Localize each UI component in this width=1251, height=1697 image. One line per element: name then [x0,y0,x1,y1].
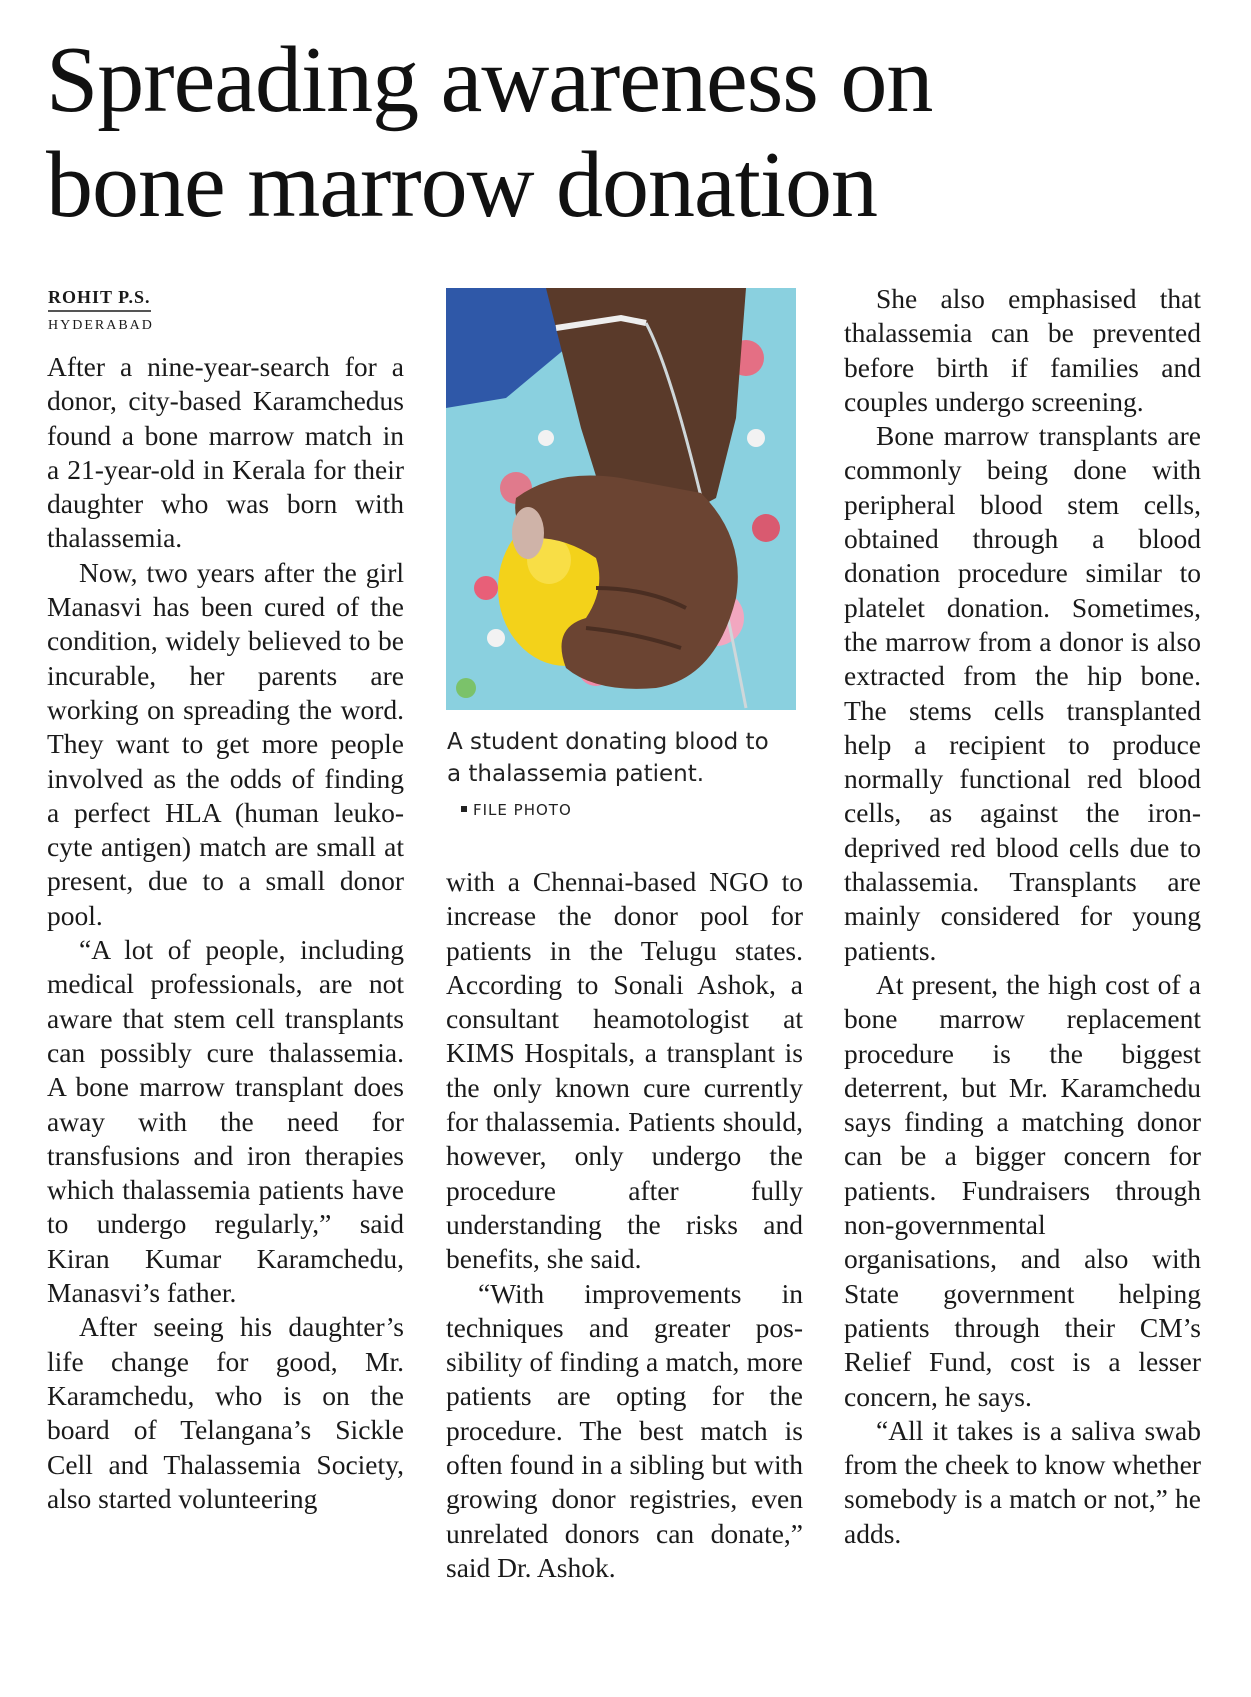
paragraph: with a Chennai-based NGO to increase the donor pool for patients in the Telugu states. According to Sonali Ashok, a consultant heamotologist at KIMS Hospitals, a transplant is the only known cure currently for thalassemia. Patients should, however, only undergo the procedure after fully understanding the risks and benefits, she said. [446,866,803,1275]
byline [48,287,408,334]
caption-line-2: a thalassemia patient. [447,761,705,787]
caption-line-1: A student donating blood to [447,729,769,755]
paragraph: “All it takes is a saliva swab from the cheek to know whether somebody is a match or not,” he adds. [844,1414,1201,1549]
headline [46,28,1206,238]
headline-line-1: Spreading awareness on [46,28,933,132]
author-name: ROHIT P.S. [48,287,151,312]
paragraph: Now, two years after the girl Manasvi has been cured of the condition, widely believed to be incurable, her parents are working on spreading the word. They want to get more people involved as the odds of finding a perfect HLA (human leukocyte antigen) match are small at present, due to a small donor pool. [47,556,404,931]
article-photo [446,288,796,710]
paragraph: After a nine-year-search for a donor, city-based Karamchedus found a bone marrow match in a 21-year-old in Kerala for their daughter who was born with thalassemia. [47,351,404,554]
photo-caption [447,726,807,790]
article-column-3 [844,282,1201,1551]
paragraph: She also emphasised that thalassemia can be prevented before birth if families and couples undergo screening. [844,283,1201,417]
paragraph: After seeing his daughter’s life change for good, Mr. Karamchedu, who is on the board of Telangana’s Sickle Cell and Thalassemia Society, also started volunteering [47,1311,404,1514]
dateline: HYDERABAD [48,318,154,333]
paragraph: Bone marrow transplants are commonly being done with peripheral blood stem cells, obtained through a blood donation procedure similar to platelet donation. Sometimes, the marrow from a donor is also extracted from the hip bone. The stems cells transplanted help a recipient to produce normally functional red blood cells, as against the iron-deprived red blood cells due to thalassemia. Transplants are mainly considered for young patients. [844,420,1201,966]
paragraph: “With improvements in techniques and greater possibility of finding a match, more patients are opting for the procedure. The best match is often found in a sibling but with growing donor registries, even unrelated donors can donate,” said Dr. Ashok. [446,1277,803,1583]
article-column-1 [47,350,404,1516]
hand-holding-ball-illustration [446,288,796,710]
headline-line-2: bone marrow donation [46,133,878,237]
paragraph: “A lot of people, including medical professionals, are not aware that stem cell transplants can possibly cure thalassemia. A bone marrow transplant does away with the need for transfusions and iron therapies which thalassemia patients have to undergo regularly,” said Kiran Kumar Karamchedu, Manasvi’s father. [47,934,404,1309]
article-column-2 [446,865,803,1585]
photo-credit: FILE PHOTO [461,801,572,819]
paragraph: At present, the high cost of a bone marrow replacement procedure is the biggest deterrent, but Mr. Karamchedu says finding a matching donor can be a bigger concern for patients. Fundraisers through non-governmental organisations, and also with State government helping patients through their CM’s Relief Fund, cost is a lesser concern, he says. [844,968,1201,1412]
